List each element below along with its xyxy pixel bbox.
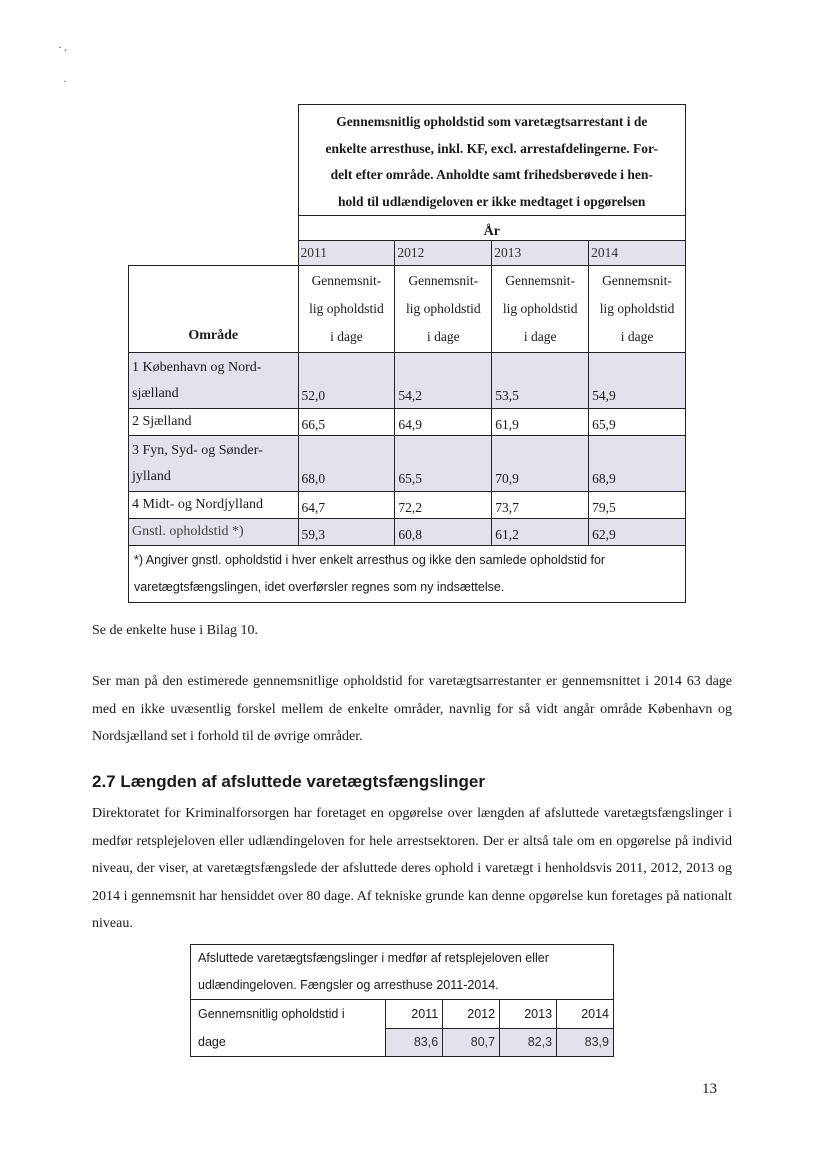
footnote-row xyxy=(129,546,686,603)
colhdr-line: i dage xyxy=(620,329,654,344)
summary-title-line: udlændingeloven. Fængsler og arresthuse 2011-2014. xyxy=(198,978,499,992)
summary-year-2013: 2013 xyxy=(500,1000,557,1029)
summary-title-row xyxy=(191,945,614,1000)
row-label-3 xyxy=(129,436,299,492)
row-label-2: 2 Sjælland xyxy=(129,409,299,436)
summary-title xyxy=(191,945,614,1000)
page-number: 13 xyxy=(702,1081,717,1097)
summary-table xyxy=(190,944,614,1057)
row-label-line: jylland xyxy=(132,468,171,484)
footnote-line: varetægtsfængslingen, idet overførsler regnes som ny indsættelse. xyxy=(134,580,505,594)
column-header-2013 xyxy=(492,266,589,353)
value-cell: 64,9 xyxy=(395,409,492,436)
value-cell: 59,3 xyxy=(298,519,395,546)
table-row xyxy=(129,492,686,519)
table-row xyxy=(129,436,686,492)
main-table-years-row xyxy=(129,241,686,266)
value-cell: 66,5 xyxy=(298,409,395,436)
summary-value: 83,6 xyxy=(386,1028,443,1057)
paragraph-2: Direktoratet for Kriminalforsorgen har foretaget en opgørelse over længden af afsluttede varetægtsfængslinger i medfør retsplejeloven eller udlændingeloven for hele arrestsektoren. Der er altså tale om en opgørelse på individ niveau, der viser, at varetægtsfængslede der afsluttede deres ophold i varetægt i henholdsvis 2011, 2012, 2013 og 2014 i gennemsnit har hensiddet over 80 dage. Af tekniske grunde kan denne opgørelse kun foretages på nationalt niveau. xyxy=(92,806,732,931)
column-header-2014 xyxy=(589,266,686,353)
value-cell: 61,2 xyxy=(492,519,589,546)
value-cell: 68,9 xyxy=(589,436,686,492)
summary-value: 83,9 xyxy=(557,1028,614,1057)
summary-year-2012: 2012 xyxy=(443,1000,500,1029)
summary-value: 80,7 xyxy=(443,1028,500,1057)
value-cell: 65,5 xyxy=(395,436,492,492)
title-line: hold til udlændigeloven er ikke medtaget i opgørelsen xyxy=(338,193,646,209)
value-cell: 52,0 xyxy=(298,353,395,409)
year-header: År xyxy=(298,216,685,241)
column-header-2011 xyxy=(298,266,395,353)
colhdr-line: lig opholdstid xyxy=(502,301,578,316)
value-cell: 70,9 xyxy=(492,436,589,492)
title-line: enkelte arresthuse, inkl. KF, excl. arrestafdelingerne. For- xyxy=(325,140,659,156)
title-line: Gennemsnitlig opholdstid som varetægtsarrestant i de xyxy=(336,114,648,129)
summary-title-line: Afsluttede varetægtsfængslinger i medfør af retsplejeloven eller xyxy=(198,951,549,965)
value-cell: 64,7 xyxy=(298,492,395,519)
main-table-title-row xyxy=(129,105,686,216)
summary-label-line: dage xyxy=(198,1035,226,1049)
colhdr-line: i dage xyxy=(330,329,363,344)
value-cell: 61,9 xyxy=(492,409,589,436)
value-cell: 79,5 xyxy=(589,492,686,519)
value-cell: 68,0 xyxy=(298,436,395,492)
colhdr-line: lig opholdstid xyxy=(405,301,481,316)
value-cell: 65,9 xyxy=(589,409,686,436)
scan-specks: ·. · xyxy=(58,40,69,88)
footnote-line: *) Angiver gnstl. opholdstid i hver enkelt arresthus og ikke den samlede opholdstid for xyxy=(134,553,606,567)
colhdr-line: i dage xyxy=(523,329,557,344)
table-row xyxy=(129,519,686,546)
row-label-avg: Gnstl. opholdstid *) xyxy=(129,519,299,546)
value-cell: 73,7 xyxy=(492,492,589,519)
column-header-2012 xyxy=(395,266,492,353)
summary-label-line: Gennemsnitlig opholdstid i xyxy=(198,1007,345,1021)
summary-value: 82,3 xyxy=(500,1028,557,1057)
colhdr-line: Gennemsnit- xyxy=(311,273,382,288)
footnote xyxy=(129,546,686,603)
year-2011: 2011 xyxy=(298,241,395,266)
colhdr-line: lig opholdstid xyxy=(309,301,384,316)
main-table-aar-row xyxy=(129,216,686,241)
table-row xyxy=(129,409,686,436)
section-heading: 2.7 Længden af afsluttede varetægtsfængslinger xyxy=(92,772,485,791)
summary-year-2014: 2014 xyxy=(557,1000,614,1029)
colhdr-line: lig opholdstid xyxy=(599,301,675,316)
year-2014: 2014 xyxy=(589,241,686,266)
colhdr-line: Gennemsnit- xyxy=(505,273,576,288)
summary-year-2011: 2011 xyxy=(386,1000,443,1029)
value-cell: 72,2 xyxy=(395,492,492,519)
value-cell: 54,9 xyxy=(589,353,686,409)
value-cell: 60,8 xyxy=(395,519,492,546)
row-label-4: 4 Midt- og Nordjylland xyxy=(129,492,299,519)
value-cell: 62,9 xyxy=(589,519,686,546)
area-header: Område xyxy=(129,266,299,353)
main-table-colhdr-row xyxy=(129,266,686,353)
colhdr-line: i dage xyxy=(426,329,460,344)
year-2012: 2012 xyxy=(395,241,492,266)
row-label-line: sjælland xyxy=(132,385,179,401)
year-2013: 2013 xyxy=(492,241,589,266)
row-label-line: 1 København og Nord- xyxy=(132,359,262,375)
main-table-title xyxy=(298,105,685,216)
main-table xyxy=(128,104,686,603)
value-cell: 54,2 xyxy=(395,353,492,409)
colhdr-line: Gennemsnit- xyxy=(408,273,479,288)
row-label-line: 3 Fyn, Syd- og Sønder- xyxy=(132,442,263,458)
title-line: delt efter område. Anholdte samt frihedsberøvede i hen- xyxy=(330,167,653,182)
table-row xyxy=(129,353,686,409)
summary-row-label xyxy=(191,1000,386,1057)
paragraph-1: Ser man på den estimerede gennemsnitlige opholdstid for varetægtsarrestanter er gennemsnittet i 2014 63 dage med en ikke uvæsentlig forskel mellem de enkelte områder, navnlig for så vidt angår område København og Nordsjælland set i forhold til de øvrige områder. xyxy=(92,674,732,744)
row-label-1 xyxy=(129,353,299,409)
value-cell: 53,5 xyxy=(492,353,589,409)
colhdr-line: Gennemsnit- xyxy=(602,273,672,288)
summary-years-row xyxy=(191,1000,614,1029)
ref-line: Se de enkelte huse i Bilag 10. xyxy=(92,623,259,638)
